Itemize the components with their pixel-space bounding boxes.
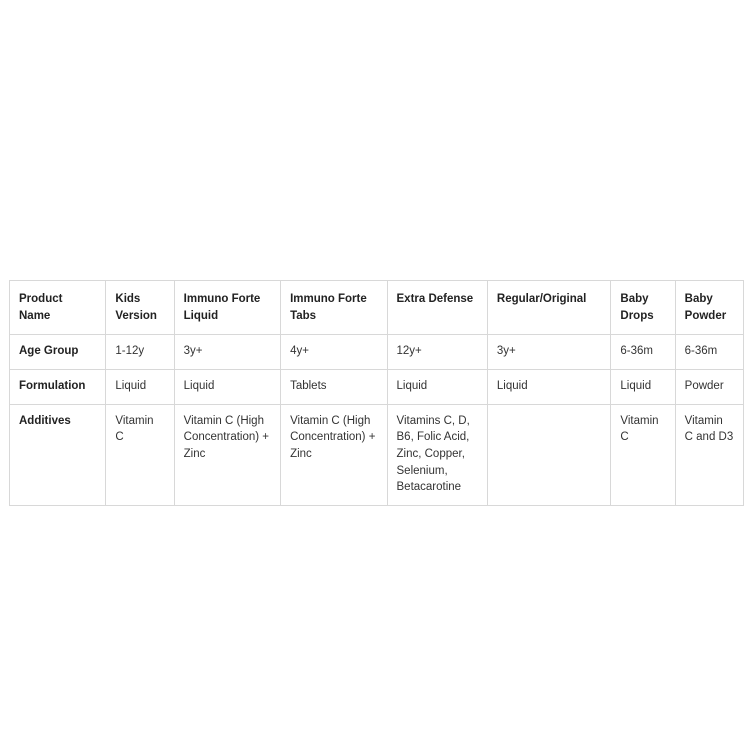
cell-formulation-baby-drops: Liquid — [611, 370, 675, 405]
cell-additives-baby-drops: Vitamin C — [611, 404, 675, 505]
cell-formulation-baby-powder: Powder — [675, 370, 743, 405]
table-row — [10, 404, 744, 505]
cell-age-group-immuno-forte-tabs: 4y+ — [281, 335, 387, 370]
cell-additives-extra-defense: Vitamins C, D, B6, Folic Acid, Zinc, Copper, Selenium, Betacarotine — [387, 404, 487, 505]
column-header-product-name: Product Name — [10, 281, 106, 335]
cell-formulation-extra-defense: Liquid — [387, 370, 487, 405]
table-head — [10, 281, 744, 335]
table-row — [10, 370, 744, 405]
cell-age-group-extra-defense: 12y+ — [387, 335, 487, 370]
column-header-immuno-forte-tabs: Immuno Forte Tabs — [281, 281, 387, 335]
column-header-kids-version: Kids Version — [106, 281, 174, 335]
cell-formulation-immuno-forte-tabs: Tablets — [281, 370, 387, 405]
row-header-age-group: Age Group — [10, 335, 106, 370]
column-header-extra-defense: Extra Defense — [387, 281, 487, 335]
table-body — [10, 335, 744, 506]
cell-additives-regular-original — [487, 404, 611, 505]
product-comparison-table — [9, 280, 744, 506]
cell-formulation-regular-original: Liquid — [487, 370, 611, 405]
column-header-baby-drops: Baby Drops — [611, 281, 675, 335]
column-header-immuno-forte-liquid: Immuno Forte Liquid — [174, 281, 280, 335]
cell-formulation-immuno-forte-liquid: Liquid — [174, 370, 280, 405]
column-header-regular-original: Regular/Original — [487, 281, 611, 335]
cell-age-group-baby-powder: 6-36m — [675, 335, 743, 370]
cell-additives-kids-version: Vitamin C — [106, 404, 174, 505]
column-header-baby-powder: Baby Powder — [675, 281, 743, 335]
cell-age-group-baby-drops: 6-36m — [611, 335, 675, 370]
cell-age-group-kids-version: 1-12y — [106, 335, 174, 370]
cell-additives-baby-powder: Vitamin C and D3 — [675, 404, 743, 505]
row-header-formulation: Formulation — [10, 370, 106, 405]
table-row — [10, 335, 744, 370]
row-header-additives: Additives — [10, 404, 106, 505]
cell-additives-immuno-forte-tabs: Vitamin C (High Concentration) + Zinc — [281, 404, 387, 505]
cell-age-group-regular-original: 3y+ — [487, 335, 611, 370]
cell-formulation-kids-version: Liquid — [106, 370, 174, 405]
comparison-table-container — [9, 280, 744, 506]
table-header-row — [10, 281, 744, 335]
cell-age-group-immuno-forte-liquid: 3y+ — [174, 335, 280, 370]
cell-additives-immuno-forte-liquid: Vitamin C (High Concentration) + Zinc — [174, 404, 280, 505]
